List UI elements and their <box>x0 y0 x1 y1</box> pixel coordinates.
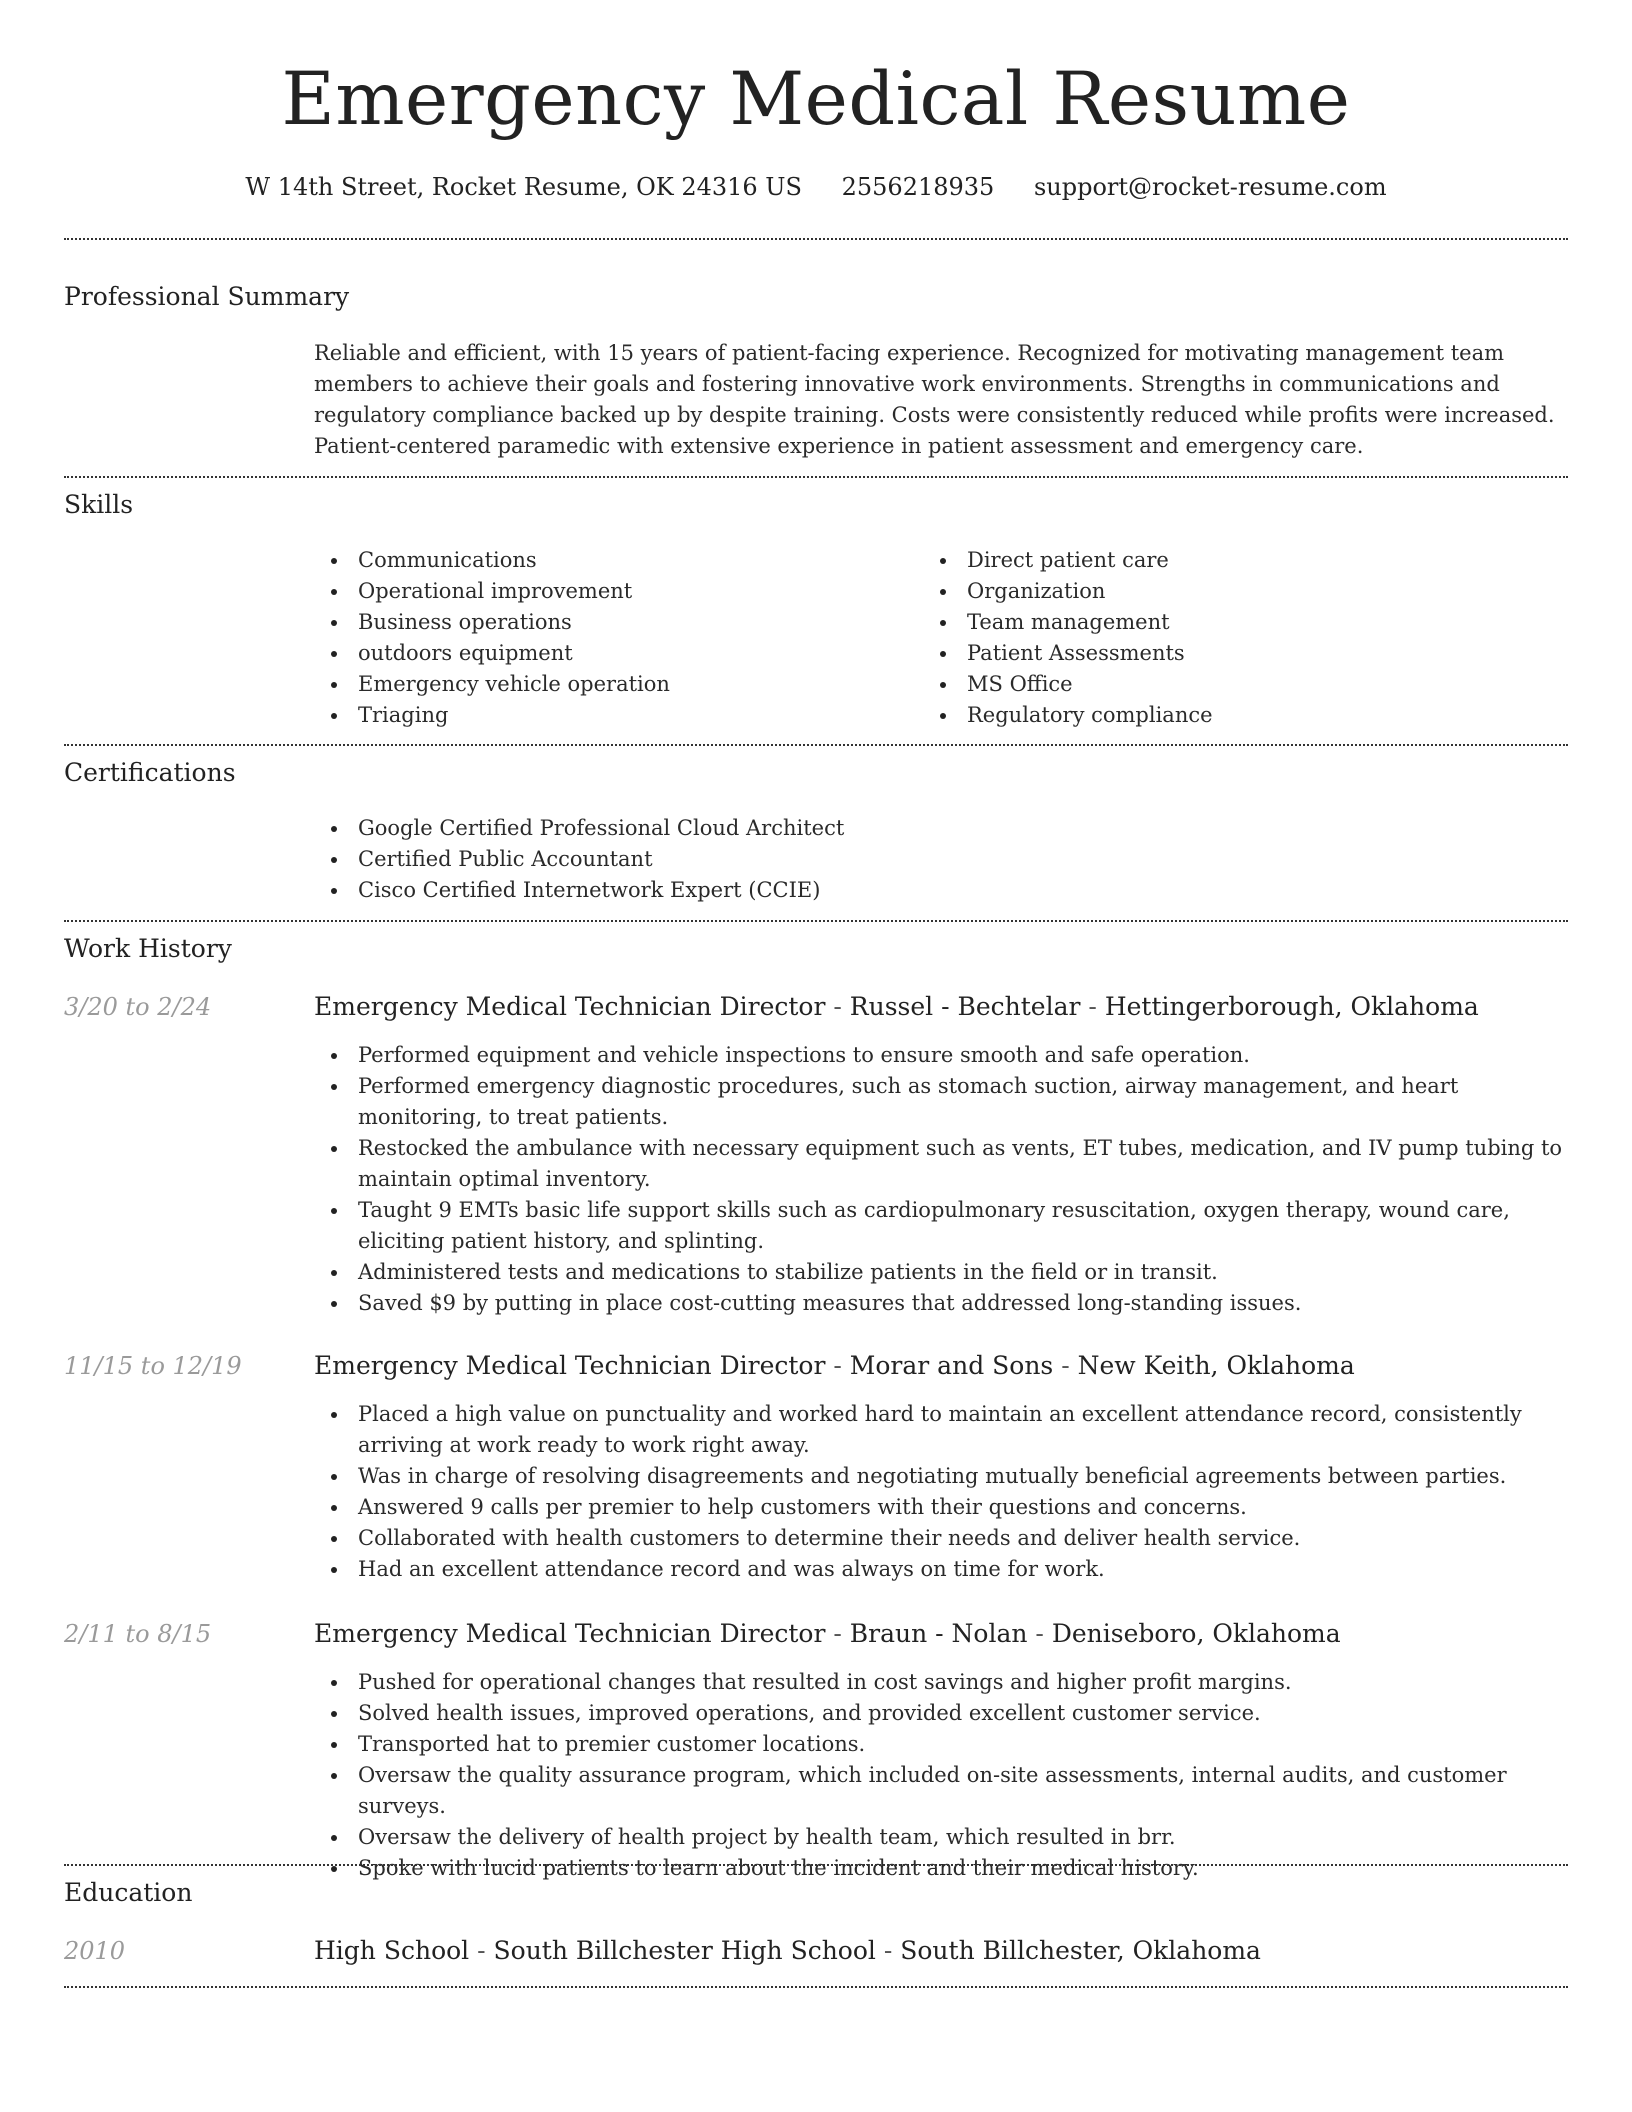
skill-item: Communications <box>314 545 914 576</box>
separator: - <box>1053 1351 1078 1380</box>
job-bullet: Oversaw the delivery of health project by health team, which resulted in brr. <box>314 1822 1564 1853</box>
resume-title: Emergency Medical Resume <box>281 57 1351 142</box>
job-bullet: Performed emergency diagnostic procedures, such as stomach suction, airway management, and heart monitoring, to treat patients. <box>314 1071 1564 1133</box>
education-year: 2010 <box>64 1937 126 1965</box>
job-location: Hettingerborough, Oklahoma <box>1104 992 1479 1021</box>
skill-item: Operational improvement <box>314 576 914 607</box>
divider <box>64 1864 1568 1866</box>
skills-list-left <box>314 545 914 731</box>
job-bullet: Solved health issues, improved operations, and provided excellent customer service. <box>314 1698 1564 1729</box>
job-location: Deniseboro, Oklahoma <box>1051 1619 1341 1648</box>
divider <box>64 238 1568 240</box>
job-bullet: Spoke with lucid patients to learn about the incident and their medical history. <box>314 1853 1564 1884</box>
job-bullets <box>314 1040 1564 1319</box>
separator: - <box>825 992 850 1021</box>
education-location: South Billchester, Oklahoma <box>900 1936 1261 1965</box>
skill-item: Emergency vehicle operation <box>314 669 914 700</box>
education-heading: Education <box>64 1878 193 1907</box>
job-dates: 11/15 to 12/19 <box>64 1352 242 1380</box>
job-bullet: Restocked the ambulance with necessary equipment such as vents, ET tubes, medication, and IV pump tubing to maintain optimal inventory. <box>314 1133 1564 1195</box>
job-bullet: Placed a high value on punctuality and worked hard to maintain an excellent attendance record, consistently arriving at work ready to work right away. <box>314 1399 1564 1461</box>
skill-item: Patient Assessments <box>923 638 1523 669</box>
job-bullet: Taught 9 EMTs basic life support skills such as cardiopulmonary resuscitation, oxygen therapy, wound care, eliciting patient history, and splinting. <box>314 1195 1564 1257</box>
divider <box>64 1986 1568 1988</box>
job-bullets <box>314 1399 1564 1585</box>
skills-list-right <box>923 545 1523 731</box>
contact-line <box>64 170 1568 204</box>
job-bullet: Transported hat to premier customer locations. <box>314 1729 1564 1760</box>
skill-item: Business operations <box>314 607 914 638</box>
job-bullet: Had an excellent attendance record and was always on time for work. <box>314 1554 1564 1585</box>
job-location: New Keith, Oklahoma <box>1077 1351 1355 1380</box>
certification-item: Google Certified Professional Cloud Architect <box>314 813 1564 844</box>
job-bullet: Pushed for operational changes that resulted in cost savings and higher profit margins. <box>314 1667 1564 1698</box>
summary-heading: Professional Summary <box>64 282 350 311</box>
job-bullets <box>314 1667 1564 1884</box>
education-degree: High School <box>314 1936 470 1965</box>
skill-item: Direct patient care <box>923 545 1523 576</box>
job-bullet: Oversaw the quality assurance program, which included on-site assessments, internal audits, and customer surveys. <box>314 1760 1564 1822</box>
education-school: South Billchester High School <box>493 1936 876 1965</box>
job-dates: 3/20 to 2/24 <box>64 993 212 1021</box>
job-bullet: Performed equipment and vehicle inspections to ensure smooth and safe operation. <box>314 1040 1564 1071</box>
job-title: Emergency Medical Technician Director <box>314 1619 826 1648</box>
divider <box>64 476 1568 478</box>
education-heading-line <box>314 1934 1261 1968</box>
certifications-heading: Certifications <box>64 758 236 787</box>
contact-email: support@rocket-resume.com <box>1033 173 1387 201</box>
separator: - <box>1080 992 1105 1021</box>
skill-item: Organization <box>923 576 1523 607</box>
job-title: Emergency Medical Technician Director <box>314 1351 826 1380</box>
certification-item: Certified Public Accountant <box>314 844 1564 875</box>
skill-item: MS Office <box>923 669 1523 700</box>
job-company: Morar and Sons <box>849 1351 1054 1380</box>
separator: - <box>875 1936 901 1965</box>
divider <box>64 744 1568 746</box>
skill-item: Triaging <box>314 700 914 731</box>
certifications-list <box>314 813 1564 906</box>
job-title: Emergency Medical Technician Director <box>314 992 826 1021</box>
separator: - <box>469 1936 494 1965</box>
job-heading <box>314 1349 1355 1383</box>
skill-item: outdoors equipment <box>314 638 914 669</box>
job-company: Russel - Bechtelar <box>849 992 1081 1021</box>
summary-text: Reliable and efficient, with 15 years of patient-facing experience. Recognized for motivating management team members to achieve their goals and fostering innovative work environments. Strengths in communications and regulatory compliance backed up by despite training. Costs were consistently reduced while profits were increased. Patient-centered paramedic with extensive experience in patient assessment and emergency care. <box>314 341 1555 458</box>
separator: - <box>825 1619 850 1648</box>
job-heading <box>314 1617 1341 1651</box>
job-dates: 2/11 to 8/15 <box>64 1620 212 1648</box>
skills-heading: Skills <box>64 490 134 519</box>
separator: - <box>825 1351 850 1380</box>
divider <box>64 920 1568 922</box>
job-company: Braun - Nolan <box>849 1619 1028 1648</box>
job-bullet: Was in charge of resolving disagreements and negotiating mutually beneficial agreements between parties. <box>314 1461 1564 1492</box>
contact-address: W 14th Street, Rocket Resume, OK 24316 US <box>245 173 802 201</box>
contact-phone: 2556218935 <box>841 173 995 201</box>
separator: - <box>1027 1619 1052 1648</box>
work-history-heading: Work History <box>64 934 232 963</box>
job-bullet: Answered 9 calls per premier to help customers with their questions and concerns. <box>314 1492 1564 1523</box>
skill-item: Regulatory compliance <box>923 700 1523 731</box>
job-bullet: Collaborated with health customers to determine their needs and deliver health service. <box>314 1523 1564 1554</box>
job-heading <box>314 990 1479 1024</box>
certification-item: Cisco Certified Internetwork Expert (CCIE) <box>314 875 1564 906</box>
job-bullet: Administered tests and medications to stabilize patients in the field or in transit. <box>314 1257 1564 1288</box>
skill-item: Team management <box>923 607 1523 638</box>
job-bullet: Saved $9 by putting in place cost-cutting measures that addressed long-standing issues. <box>314 1288 1564 1319</box>
